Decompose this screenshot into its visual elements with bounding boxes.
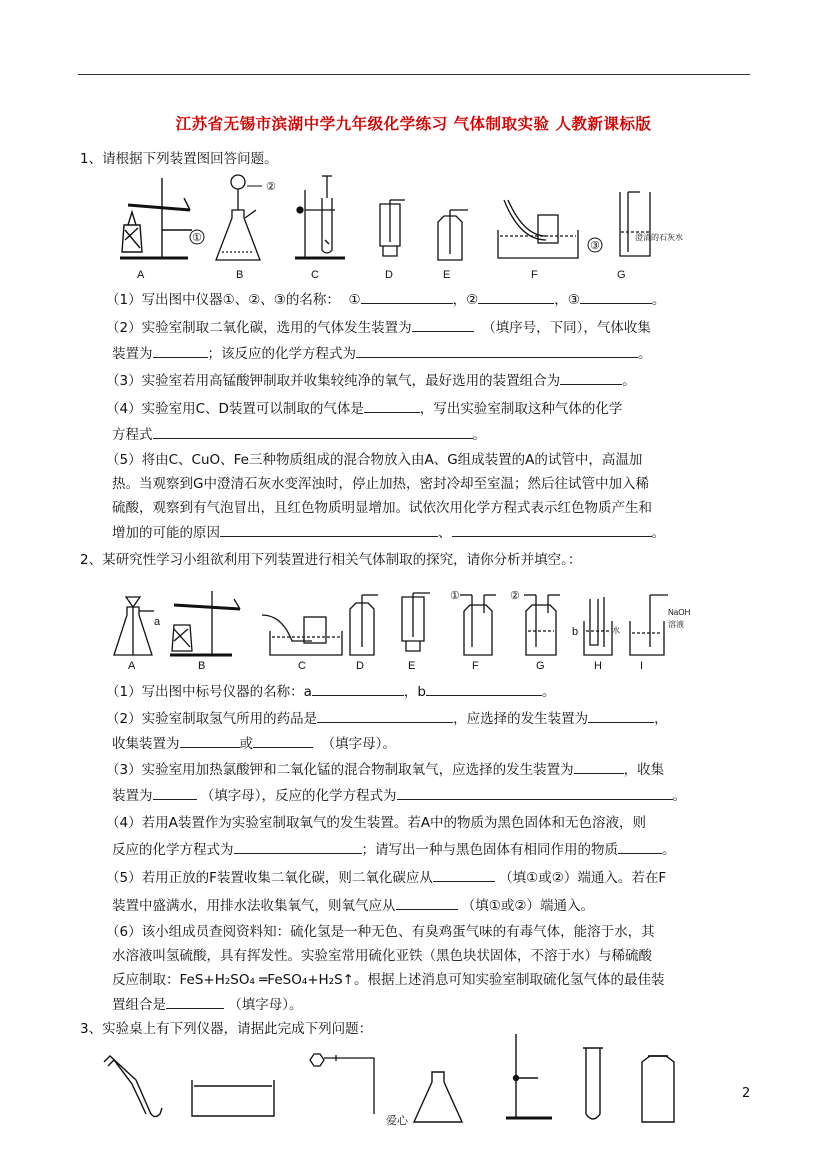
- q2-answer-3-1[interactable]: [574, 759, 624, 774]
- q2-answer-4-2[interactable]: [618, 839, 662, 854]
- q2-marker-water: 水: [612, 626, 620, 635]
- q2-part4-end: 。: [662, 842, 676, 858]
- q2-part6-text4: 置组合是: [112, 997, 166, 1013]
- q2-part3-text4: （填字母），反应的化学方程式为: [200, 788, 397, 804]
- q1-part5-text4: 增加的可能的原因: [112, 525, 220, 541]
- q2-part5-text: （5）若用正放的F装置收集二氧化碳，则二氧化碳应从: [106, 870, 433, 886]
- q2-apparatus-g: [524, 595, 560, 655]
- q1-part4-text: （4）实验室用C、D装置可以制取的气体是: [106, 401, 364, 417]
- q1-part5-line4: [112, 522, 665, 543]
- q2-part6-line1: （6）该小组成员查阅资料知：硫化氢是一种无色、有臭鸡蛋气味的有毒气体，能溶于水，其: [106, 924, 655, 940]
- q1-apparatus-e: [438, 210, 468, 260]
- q1-label-c: C: [311, 269, 319, 281]
- q3-stray-text: 爱心: [386, 1115, 408, 1127]
- q1-part3: [106, 370, 636, 391]
- q2-label-h: H: [594, 660, 602, 672]
- q1-answer-1-2[interactable]: [478, 289, 554, 304]
- q2-stem: 2、某研究性学习小组欲利用下列装置进行相关气体制取的探究，请你分析并填空。：: [80, 552, 582, 568]
- q2-marker-2: ②: [510, 590, 520, 602]
- document-title: 江苏省无锡市滨湖中学九年级化学练习 气体制取实验 人教新课标版: [175, 115, 652, 133]
- q1-part3-end: 。: [622, 373, 636, 389]
- q2-apparatus-e: [402, 593, 430, 651]
- q2-apparatus-f: [460, 595, 496, 655]
- q2-answer-2-3[interactable]: [180, 733, 240, 748]
- q2-part3-line2: [112, 785, 686, 806]
- q2-part1: [106, 681, 555, 702]
- q1-part3-text: （3）实验室若用高锰酸钾制取并收集较纯净的氧气，最好选用的装置组合为: [106, 373, 561, 389]
- q1-part2-text4: ；该反应的化学方程式为: [207, 346, 356, 362]
- q2-part1-text: （1）写出图中标号仪器的名称：a: [106, 684, 312, 700]
- q2-marker-1: ①: [450, 590, 460, 602]
- q1-apparatus-b: [216, 175, 260, 260]
- q2-answer-1-2[interactable]: [426, 681, 542, 696]
- q3-gas-jar: [642, 1056, 674, 1122]
- q1-part2-line2: [112, 343, 652, 364]
- q2-answer-6[interactable]: [166, 994, 224, 1009]
- q1-apparatus-f: [498, 200, 578, 258]
- q2-part6-line3: 反应制取：FeS+H₂SO₄ ═FeSO₄+H₂S↑。根据上述消息可知实验室制取硫化氢气体的最佳装: [112, 972, 665, 988]
- q2-label-g: G: [536, 660, 545, 672]
- q1-label-a: A: [137, 269, 145, 281]
- q2-answer-5-1[interactable]: [433, 867, 495, 882]
- q2-part4-line2: [112, 839, 676, 860]
- q2-marker-a: a: [154, 616, 161, 628]
- q2-part2-text: （2）实验室制取氢气所用的药品是: [106, 711, 318, 727]
- q2-apparatus-a: [114, 597, 154, 655]
- q2-part1-text2: ，b: [403, 684, 426, 700]
- q1-label-e: E: [443, 269, 451, 281]
- q1-answer-4-2[interactable]: [153, 424, 473, 439]
- q2-label-f: F: [472, 660, 479, 672]
- q1-apparatus-d: [380, 200, 405, 256]
- q2-answer-4-1[interactable]: [234, 839, 362, 854]
- header-rule: [78, 74, 750, 75]
- q1-answer-5-2[interactable]: [452, 522, 652, 537]
- q1-apparatus-c: [295, 176, 345, 258]
- q2-label-b: B: [198, 660, 206, 672]
- q2-marker-b: b: [572, 626, 579, 638]
- q2-answer-2-4[interactable]: [253, 733, 313, 748]
- q2-answer-2-2[interactable]: [588, 708, 654, 723]
- q1-answer-4-1[interactable]: [364, 398, 420, 413]
- q1-answer-1-3[interactable]: [580, 289, 652, 304]
- q1-answer-2-2[interactable]: [153, 343, 208, 358]
- q1-label-g: G: [617, 269, 626, 281]
- q1-marker-1: ①: [192, 232, 202, 244]
- q2-part2-text2: ，应选择的发生装置为: [453, 711, 589, 727]
- q2-part2-text4: 收集装置为: [112, 736, 180, 752]
- q1-answer-2-1[interactable]: [412, 317, 474, 332]
- q2-part5-text2: （填①或②）端通入。若在F: [499, 870, 667, 886]
- q2-i-liquid-label-2: 溶液: [668, 620, 684, 629]
- q1-part4-text2: ，写出实验室制取这种气体的化学: [419, 401, 623, 417]
- q1-part2-text: （2）实验室制取二氧化碳，选用的气体发生装置为: [106, 320, 412, 336]
- q1-part2-line1: [106, 317, 651, 338]
- q2-part2-line2: [112, 733, 396, 754]
- q2-part4-text3: ；请写出一种与黑色固体有相同作用的物质: [361, 842, 618, 858]
- q1-part2-text3: 装置为: [112, 346, 153, 362]
- q1-part4-line2: [112, 424, 486, 445]
- q2-part5-end: （填①或②）端通入。: [461, 898, 595, 914]
- q2-part2-text3: ，: [654, 711, 668, 727]
- q2-answer-1-1[interactable]: [312, 681, 404, 696]
- q2-part5-line2: [112, 895, 594, 916]
- q1-part5-line1: （5）将由C、CuO、Fe三种物质组成的混合物放入由A、G组成装置的A的试管中，高温加: [106, 452, 643, 468]
- q2-part4-line1: （4）若用A装置作为实验室制取氧气的发生装置。若A中的物质为黑色固体和无色溶液，则: [106, 815, 647, 831]
- q1-part4-line1: [106, 398, 622, 419]
- q3-stem: 3、实验桌上有下列仪器，请据此完成下列问题：: [80, 1021, 373, 1037]
- q2-part6-end: （填字母）。: [228, 997, 303, 1013]
- q1-apparatus-a: [120, 178, 192, 258]
- q2-answer-3-2[interactable]: [153, 785, 197, 800]
- q3-dropper-tube: [310, 1054, 374, 1114]
- q2-part5-line1: [106, 867, 666, 888]
- q2-apparatus-d: [350, 595, 378, 655]
- q1-marker-2: ②: [266, 181, 276, 193]
- q1-part4-end: 。: [472, 427, 486, 443]
- q1-part1-num1: ①: [348, 292, 361, 308]
- q2-part1-end: 。: [541, 684, 556, 700]
- q2-apparatus-c: [262, 615, 342, 655]
- q2-part2-or: 或: [239, 736, 253, 752]
- q1-part5-sep: 、: [438, 525, 452, 541]
- q2-label-a: A: [128, 660, 136, 672]
- q2-part3-text3: 装置为: [112, 788, 153, 804]
- q1-label-b: B: [236, 269, 244, 281]
- q1-label-f: F: [531, 269, 538, 281]
- q2-apparatus-i: [630, 595, 668, 655]
- q1-stem: 1、请根据下列装置图回答问题。: [80, 151, 278, 167]
- q2-apparatus-b: [170, 591, 240, 655]
- q2-part6-line4: [112, 994, 303, 1015]
- q2-apparatus-h: [584, 597, 612, 655]
- q1-part5-line3: 硫酸，观察到有气泡冒出，且红色物质明显增加。试依次用化学方程式表示红色物质产生和: [112, 500, 652, 516]
- q2-label-c: C: [298, 660, 306, 672]
- q2-answer-3-3[interactable]: [397, 785, 673, 800]
- q1-part2-text2: （填序号，下同），气体收集: [482, 320, 651, 336]
- q1-part1-end: 。: [651, 292, 666, 308]
- q2-part6-line2: 水溶液叫氢硫酸，具有挥发性。实验室常用硫化亚铁（黑色块状固体，不溶于水）与稀硫酸: [112, 948, 652, 964]
- q1-part1-num2: ，②: [452, 292, 479, 308]
- q1-answer-5-1[interactable]: [220, 522, 438, 537]
- q1-part5-end: 。: [651, 525, 665, 541]
- q1-label-d: D: [385, 269, 393, 281]
- q2-part3-end: 。: [672, 788, 687, 804]
- q2-part4-text2: 反应的化学方程式为: [112, 842, 234, 858]
- q2-label-i: I: [640, 660, 644, 672]
- q1-part2-end: 。: [638, 346, 652, 362]
- q2-part2-line1: [106, 708, 668, 729]
- q1-apparatus-g: [620, 192, 650, 256]
- q2-part3-line1: [106, 759, 664, 780]
- q1-part4-text3: 方程式: [112, 427, 153, 443]
- q2-label-e: E: [408, 660, 416, 672]
- q3-trough: [192, 1080, 274, 1116]
- q2-answer-5-2[interactable]: [396, 895, 458, 910]
- q2-i-liquid-label-1: NaOH: [668, 608, 691, 617]
- q2-part2-end: （填字母）。: [321, 736, 396, 752]
- q1-g-liquid-label: 澄清的石灰水: [635, 233, 683, 242]
- q2-answer-2-1[interactable]: [317, 708, 453, 723]
- q1-part1-num3: ，③: [554, 292, 580, 308]
- page-number: 2: [742, 1086, 751, 1101]
- q1-answer-3[interactable]: [560, 370, 622, 385]
- q1-marker-3: ③: [590, 240, 600, 252]
- q2-apparatus-figure: [112, 585, 691, 673]
- q2-part5-text3: 装置中盛满水，用排水法收集氧气，则氧气应从: [112, 898, 396, 914]
- q3-bent-tube: [104, 1056, 162, 1117]
- q1-answer-2-3[interactable]: [356, 343, 638, 358]
- q3-iron-stand: [506, 1034, 552, 1118]
- q2-label-d: D: [356, 660, 364, 672]
- q2-part3-text2: ，收集: [623, 762, 665, 778]
- q1-part1: [106, 289, 665, 310]
- q2-part3-text: （3）实验室用加热氯酸钾和二氧化锰的混合物制取氧气，应选择的发生装置为: [106, 762, 574, 778]
- q1-part5-line2: 热。当观察到G中澄清石灰水变浑浊时，停止加热，密封冷却至室温；然后往试管中加入稀: [112, 476, 649, 492]
- q3-test-tube: [583, 1048, 603, 1119]
- q3-conical-flask: [414, 1072, 462, 1122]
- q1-part1-text: （1）写出图中仪器①、②、③的名称：: [106, 292, 340, 308]
- q3-apparatus-figure: [96, 1028, 716, 1127]
- q1-answer-1-1[interactable]: [361, 289, 453, 304]
- q1-apparatus-figure: [100, 170, 683, 282]
